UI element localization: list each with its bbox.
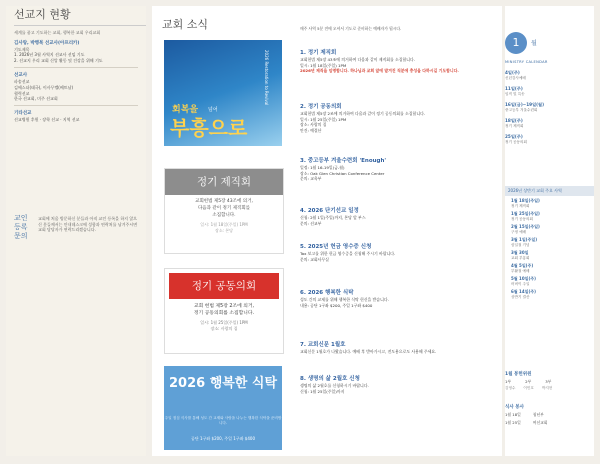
- month-label: 월: [531, 40, 537, 47]
- meal-group: 여선교회: [532, 420, 548, 425]
- schedule-text: 교회 부흥회: [511, 256, 530, 260]
- news-item-title: 1. 정기 제직회: [300, 50, 337, 56]
- news-line: 일정: 1월 16-19일(금-월): [300, 165, 345, 170]
- schedule-text: 삼일절 기념: [511, 243, 530, 247]
- event-date: 25일(주): [505, 134, 523, 139]
- schedule-text: 구정 예배: [511, 230, 527, 234]
- mission-line: 선교병원 후원 · 장학 선교 · 지역 선교: [14, 117, 80, 123]
- news-line: 성도 간의 교제를 위해 행복한 식탁 헌신을 받습니다.: [300, 297, 389, 302]
- meal-row: [505, 420, 594, 426]
- calendar-column: [505, 6, 594, 456]
- schedule-item: [511, 276, 594, 287]
- schedule-title: 2026년 상반기 교회 주요 사역: [505, 186, 594, 196]
- news-item: [300, 340, 490, 355]
- event-text: 임직 및 특송: [505, 92, 525, 96]
- mission-intro: 세계를 품고 기도하는 교회, 행복한 교회 우리교회: [14, 30, 101, 35]
- news-item-body: [300, 215, 490, 226]
- mission-section-label: 기타선교: [14, 111, 32, 117]
- meal-service: [505, 404, 594, 426]
- news-line: 생명의 삶 2월호를 신청하시기 바랍니다.: [300, 383, 369, 388]
- news-item-title: 6. 2026 행복한 식탁: [300, 290, 354, 296]
- offering-title: 1월 봉헌위원: [505, 372, 532, 377]
- calendar-subtitle: MINISTRY CALENDAR: [505, 60, 548, 64]
- calendar-event: [505, 118, 594, 129]
- mission-section-label: 선교사: [14, 72, 28, 78]
- body-line: 교회 헌법 제5장 2조에 의거,: [193, 304, 255, 309]
- joint-assembly-body: [165, 299, 283, 317]
- offering-service: [505, 371, 594, 391]
- news-item: [300, 206, 490, 226]
- mission-line: 협력선교: [14, 90, 30, 96]
- schedule-date: 6월 14일(주): [511, 289, 536, 294]
- half-year-schedule: [505, 186, 594, 302]
- event-date: 11일(주): [505, 86, 523, 91]
- schedule-item: [511, 263, 594, 274]
- news-list-column: [290, 6, 502, 456]
- mission-column: [6, 6, 146, 456]
- event-text: 중고등부 겨울수련회: [505, 108, 538, 112]
- revival-sub: 넘어: [208, 107, 218, 113]
- body-line: 교회헌법 제5장 43조에 의거,: [195, 199, 253, 204]
- joint-assembly-title: 정기 공동의회: [169, 273, 279, 299]
- schedule-date: 2월 15일(주일): [511, 224, 540, 229]
- news-line: 문의: 교회사무실: [300, 256, 329, 262]
- schedule-item: [511, 211, 594, 222]
- news-item-body: [300, 383, 490, 394]
- revival-poster: [164, 40, 282, 146]
- mission-title: 선교지 현황: [14, 6, 146, 26]
- revival-side-text: 2026 Restoration to Revival: [264, 50, 269, 106]
- news-item-title: 5. 2025년 헌금 영수증 신청: [300, 244, 372, 250]
- meal-title: 식사 봉사: [505, 405, 524, 410]
- news-item-title: 8. 생명의 삶 2월호 신청: [300, 376, 360, 382]
- news-title: 교회 소식: [162, 18, 209, 31]
- news-item-title: 2. 정기 공동의회: [300, 104, 342, 110]
- event-text: 정기 공동의회: [505, 140, 527, 144]
- event-date: 4일(주): [505, 70, 520, 75]
- body-line: 정기 공동의회를 소집합니다.: [193, 311, 255, 317]
- news-line: 교회헌법 제5장 43조에 의거하여 다음과 같이 제직회를 소집합니다.: [300, 57, 416, 62]
- regular-meeting-title: 정기 제직회: [165, 169, 283, 195]
- joint-assembly-card: [164, 268, 284, 354]
- schedule-item: [511, 289, 594, 300]
- regular-meeting-body: [165, 195, 283, 219]
- registration-label: 교인 등록 문의: [14, 214, 28, 240]
- revival-small: 회복을: [172, 105, 199, 115]
- news-line: 장소: Oak Glen Christian Conference Center: [300, 170, 385, 176]
- offering-weeks: [505, 379, 594, 385]
- divider: [14, 67, 138, 68]
- meal-date: 1월 25일: [505, 420, 521, 425]
- offering-names: [505, 386, 594, 391]
- news-line: 안건: 예결산: [300, 127, 322, 133]
- news-item-title: 3. 중고등부 겨울수련회 'Enough': [300, 158, 387, 164]
- happy-table-desc: 주일 점심 식사를 통해 성도 간 교제와 사랑을 나누는 행복한 식탁을 준비합니다.: [164, 416, 282, 426]
- schedule-date: 5월 10일(주): [511, 276, 536, 281]
- news-item-title: 7. 교회신문 1월호: [300, 342, 346, 348]
- news-item: [300, 374, 490, 394]
- news-item: [300, 156, 490, 182]
- schedule-date: 3월 1일(주일): [511, 237, 538, 242]
- news-line: 신청: 2월 1일(주일)까지, 본당 앞 부스: [300, 215, 366, 220]
- mission-line: 한국 선교회, 미주 선교회: [14, 96, 58, 102]
- news-item: [300, 242, 490, 262]
- news-item-title: 4. 2026 단기선교 일정: [300, 208, 359, 214]
- schedule-item: [511, 224, 594, 235]
- schedule-text: 부활절 예배: [511, 269, 530, 273]
- joint-assembly-meta: [165, 320, 283, 331]
- week-label: 2부: [525, 379, 532, 384]
- schedule-text: 어버이 주일: [511, 282, 530, 286]
- mission-section-label: 김사랑, 박행복 선교사(아프리카): [14, 40, 80, 46]
- meta-line: 일시: 1월 25일(주일) 1PM: [200, 320, 248, 326]
- mission-line: 1. 2026년 3월 사역지 선교사 선임 기도: [14, 52, 85, 58]
- news-line: 교회헌법 제5장 2조에 의거하여 다음과 같이 정기 공동의회를 소집합니다.: [300, 111, 426, 116]
- event-date: 16일(금)~19일(월): [505, 102, 544, 107]
- revival-big: 부흥으로: [170, 116, 248, 140]
- news-line: Tax 보고를 위한 헌금 영수증을 신청해 주시기 바랍니다.: [300, 251, 396, 256]
- mission-line: 파송선교: [14, 78, 30, 84]
- name: 박지현: [541, 386, 553, 390]
- news-item-body: [300, 57, 490, 74]
- calendar-event: [505, 134, 594, 145]
- news-line: 일시: 1월 25일(주일) 1PM: [300, 116, 347, 122]
- schedule-date: 1월 25일(주일): [511, 211, 540, 216]
- mission-line: 2. 선교지 우리 교회 신앙 활동 및 건강을 위해 기도: [14, 58, 103, 64]
- event-text: 정기 제직회: [505, 124, 524, 128]
- meta-line: 장소: 사랑의 집: [210, 325, 238, 331]
- news-line: 일시: 1월 18일(주일) 1PM: [300, 62, 347, 68]
- calendar-event: [505, 70, 594, 81]
- news-highlight: 2026년 제직을 임명합니다. 하나님과 교회 앞에 맡겨진 직분에 충성을 다하시길 기도합니다.: [300, 68, 459, 74]
- schedule-date: 4월 5일(주): [511, 263, 534, 268]
- news-item: [300, 48, 490, 74]
- meal-date: 1월 18일: [505, 412, 521, 417]
- mission-line: 기도제목: [14, 46, 30, 52]
- meal-row: [505, 412, 594, 418]
- schedule-text: 정기 제직회: [511, 204, 530, 208]
- schedule-date: 1월 18일(주일): [511, 198, 540, 203]
- schedule-text: 정기 공동의회: [511, 217, 533, 221]
- news-line: 문의: 선교부: [300, 220, 322, 226]
- meta-line: 장소: 본당: [214, 227, 234, 233]
- regular-meeting-meta: [165, 222, 283, 233]
- mission-line: 김에스더(태국), 이사무엘(베트남): [14, 84, 74, 90]
- meal-group: 청년부: [532, 412, 544, 417]
- schedule-item: [511, 198, 594, 209]
- happy-table-fee: 공단 1구좌 $200, 주일 1구좌 $400: [191, 436, 255, 441]
- name: 김영수: [505, 386, 516, 390]
- news-item: [300, 288, 490, 308]
- divider: [14, 105, 138, 106]
- calendar-event: [505, 86, 594, 97]
- name: 이민호: [523, 386, 534, 390]
- news-item-body: [300, 251, 490, 262]
- month-number: 1: [505, 32, 527, 54]
- event-date: 18일(주): [505, 118, 523, 123]
- news-item-body: [300, 349, 490, 355]
- week-label: 1부: [505, 379, 512, 384]
- schedule-date: 3월 30일: [511, 250, 529, 255]
- news-line: 교회신문 1월호가 나왔습니다. 예배 후 받아가시고, 전도용으로도 사용해 주세요.: [300, 349, 437, 354]
- event-text: 신년감사예배: [505, 76, 526, 80]
- news-line: 내용: 공단 1구좌 $200, 주일 1구좌 $400: [300, 302, 373, 308]
- regular-meeting-card: [164, 168, 284, 254]
- body-line: 다음과 같이 정기 제직회를: [197, 205, 251, 211]
- calendar-event: [505, 102, 594, 113]
- news-item-body: [300, 165, 490, 182]
- week-label: 3부: [545, 379, 552, 384]
- news-intro: 매주 사역 5분 전에 오셔서 기도로 준비하는 예배자가 됩시다.: [300, 26, 402, 31]
- news-line: 장소: 사랑의 집: [300, 122, 327, 128]
- news-item-body: [300, 111, 490, 134]
- schedule-text: 상반기 결산: [511, 295, 530, 299]
- body-line: 소집합니다.: [212, 212, 236, 218]
- calendar-header: [505, 32, 594, 58]
- news-line: 신청: 1월 25일(주일)까지: [300, 388, 345, 394]
- schedule-item: [511, 237, 594, 248]
- registration-text: 교회에 처음 방문하신 분들과 아직 교인 등록을 하지 않으신 분들께서는 안내데스크에 성함과 연락처를 남겨주시면 교회 담당자가 연락드리겠습니다.: [38, 216, 138, 233]
- meta-line: 일시: 1월 18일(주일) 1PM: [200, 222, 248, 228]
- happy-table-title: 2026 행복한 식탁: [168, 376, 278, 391]
- news-item: [300, 102, 490, 134]
- news-item-body: [300, 297, 490, 308]
- news-line: 문의: 교육부: [300, 176, 322, 182]
- happy-table-card: [164, 366, 282, 450]
- schedule-item: [511, 250, 594, 261]
